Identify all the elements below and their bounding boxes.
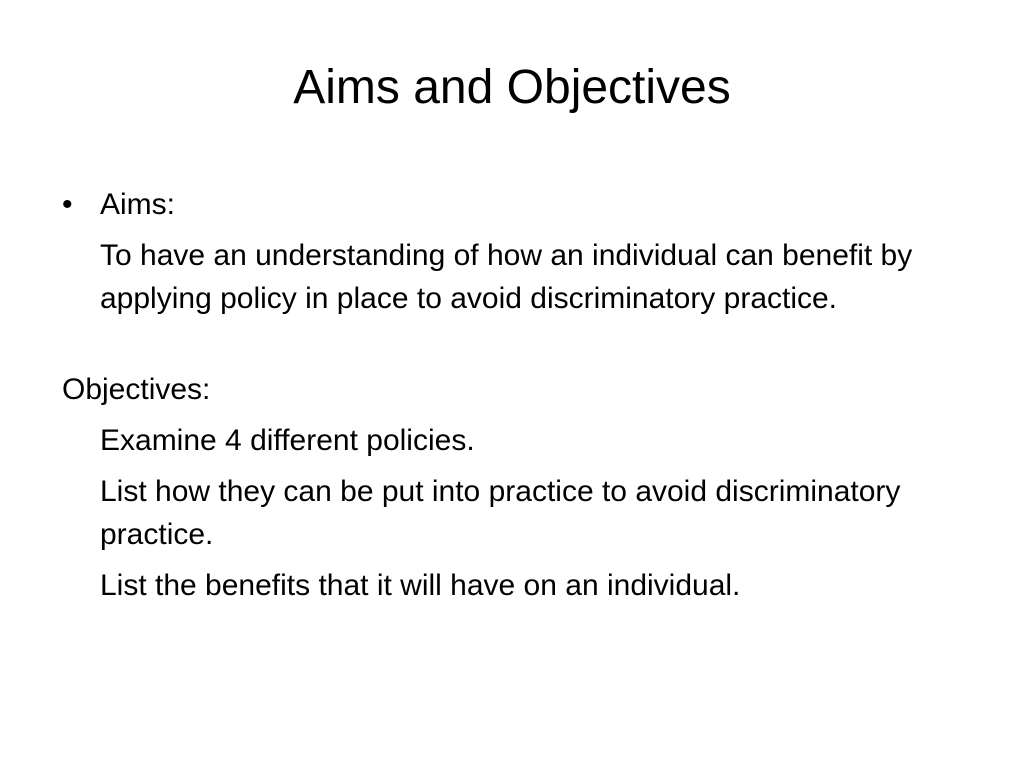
objective-item-1: Examine 4 different policies. [100, 424, 475, 457]
aims-bullet-item [62, 183, 962, 226]
bullet-icon: • [62, 188, 73, 221]
aims-heading: Aims: [100, 188, 175, 221]
slide-body [62, 183, 962, 607]
slide-title: Aims and Objectives [293, 61, 731, 114]
objective-item-2: List how they can be put into practice to avoid discriminatory practice. [100, 475, 901, 551]
objectives-heading: Objectives: [62, 373, 211, 406]
objective-item-3: List the benefits that it will have on an individual. [100, 569, 741, 602]
aims-text: To have an understanding of how an individual can benefit by applying policy in place to avoid discriminatory practice. [100, 239, 913, 315]
